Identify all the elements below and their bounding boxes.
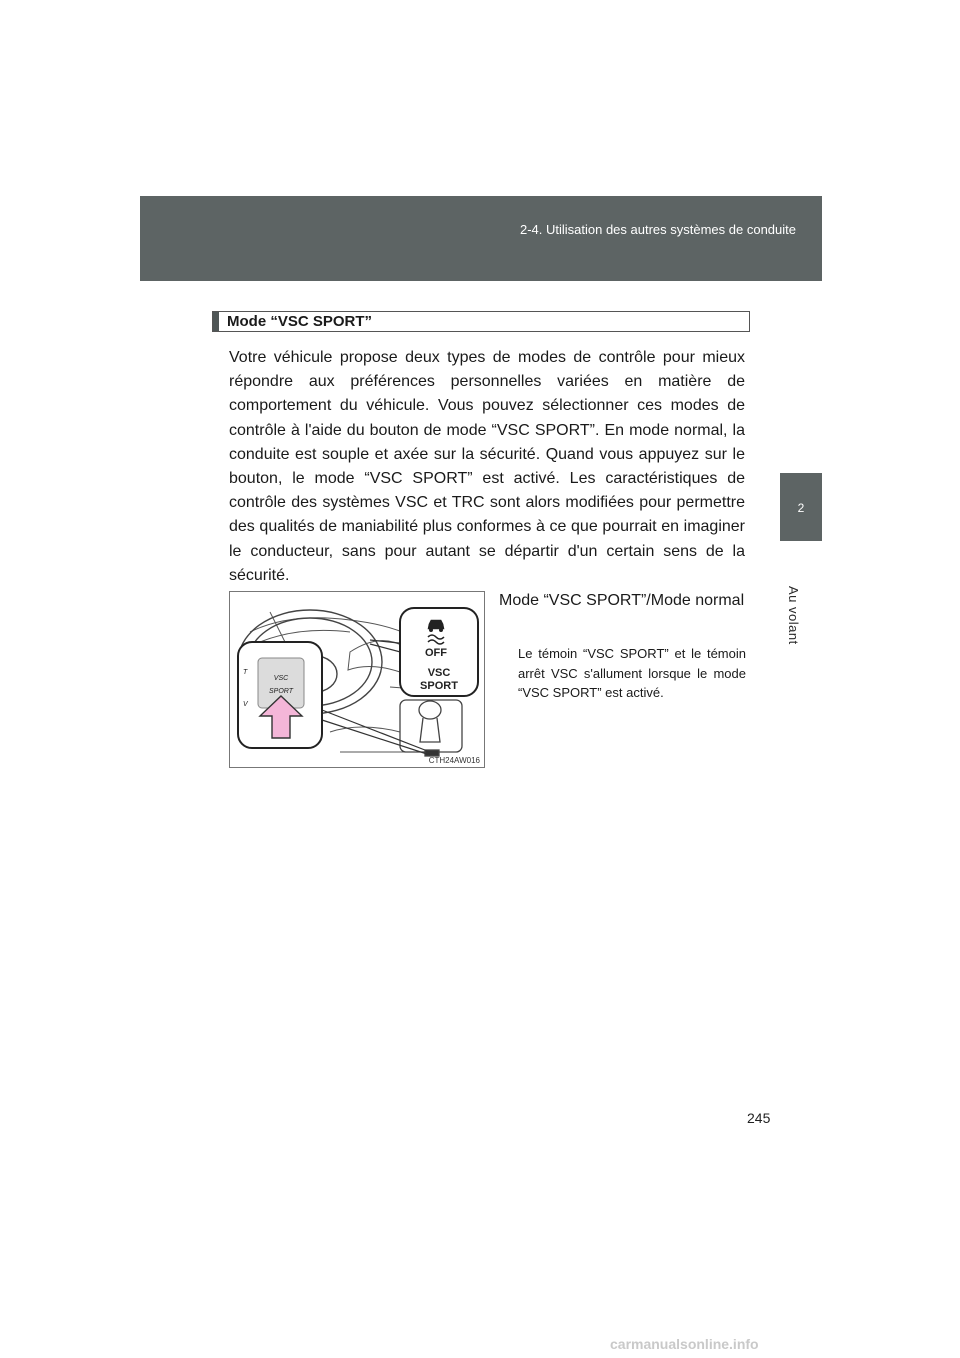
- button-off-label: OFF: [425, 647, 447, 659]
- switch-vsc-label: VSC: [273, 675, 289, 682]
- button-closeup-inset: [400, 608, 478, 696]
- figure-caption-text: Le témoin “VSC SPORT” et le témoin arrêt VSC s'allument lorsque le mode “VSC SPORT” est activé.: [518, 646, 746, 700]
- figure-code: CTH24AW016: [428, 756, 480, 765]
- switch-v-label: V: [243, 701, 248, 708]
- section-heading: [212, 311, 750, 332]
- chapter-number: 2: [797, 501, 805, 515]
- shift-lever-drawing: [400, 700, 462, 756]
- button-sport-label: SPORT: [420, 680, 458, 692]
- vsc-sport-figure: [229, 591, 485, 768]
- section-paragraph: Votre véhicule propose deux types de modes de contrôle pour mieux répondre aux préférences personnelles variées en matière de comportement du véhicule. Vous pouvez sélectionner ces modes de contrôle à l'aide du bouton de mode “VSC SPORT”. En mode normal, la conduite est souple et axée sur la sécurité. Quand vous appuyez sur le bouton, le mode “VSC SPORT” est activé. Les caractéristiques de contrôle des systèmes VSC et TRC sont alors modifiées pour permettre des qualités de maniabilité plus conformes à ce que pourrait en imaginer le conducteur, sans pour autant se départir d'un certain sens de la sécurité.: [229, 349, 745, 584]
- chapter-label: Au volant: [786, 586, 801, 645]
- section-heading-bar: [213, 312, 219, 331]
- switch-sport-label: SPORT: [269, 688, 293, 695]
- figure-caption-title: Mode “VSC SPORT”/Mode normal: [499, 592, 745, 609]
- chapter-side-tab: [780, 473, 822, 541]
- chapter-header-band: [140, 196, 822, 281]
- switch-t-label: T: [243, 669, 248, 676]
- page-number: 245: [747, 1110, 771, 1126]
- switch-closeup-inset: [238, 642, 322, 748]
- button-vsc-label: VSC: [427, 667, 451, 679]
- header-section-title: 2-4. Utilisation des autres systèmes de conduite: [519, 222, 796, 237]
- section-heading-text: Mode “VSC SPORT”: [227, 313, 373, 330]
- watermark: carmanualsonline.info: [610, 1336, 759, 1352]
